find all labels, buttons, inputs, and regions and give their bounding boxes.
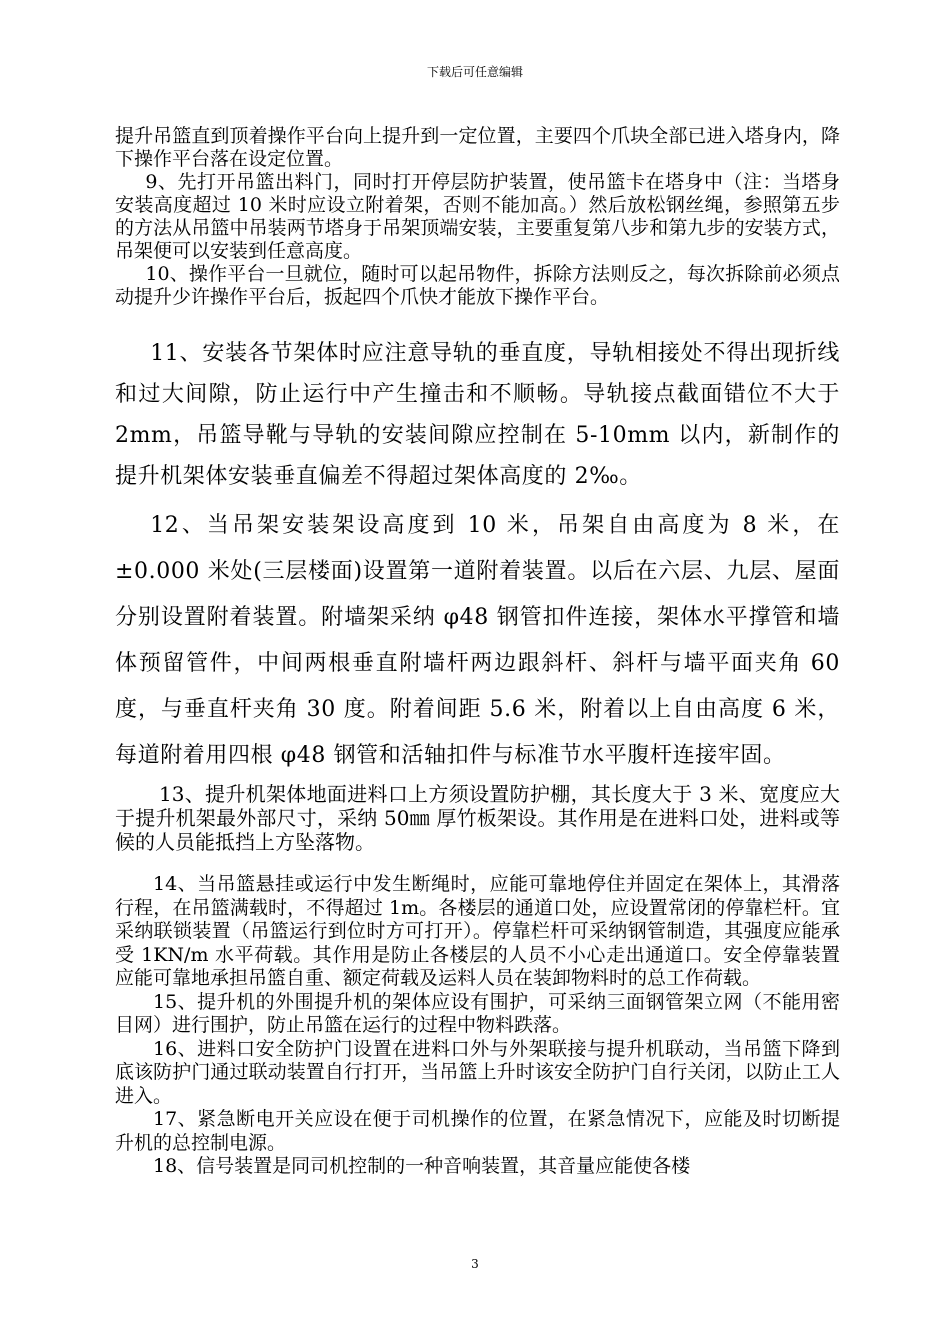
paragraph-step-8-continued: 提升吊篮直到顶着操作平台向上提升到一定位置，主要四个爪块全部已进入塔身内，降下操作平台落在设定位置。 — [115, 125, 840, 170]
paragraph-step-18: 18、信号装置是同司机控制的一种音响装置，其音量应能使各楼 — [153, 1155, 691, 1177]
paragraph-step-16: 16、进料口安全防护门设置在进料口外与外架联接与提升机联动，当吊篮下降到底该防护门通过联动装置自行打开，当吊篮上升时该安全防护门自行关闭，以防止工人进入。 — [115, 1037, 840, 1107]
section-step-11 — [115, 333, 840, 497]
paragraph-step-10: 10、操作平台一旦就位，随时可以起吊物件，拆除方法则反之，每次拆除前必须点动提升少许操作平台后，扳起四个爪快才能放下操作平台。 — [115, 263, 840, 308]
paragraph-step-11: 11、安装各节架体时应注意导轨的垂直度，导轨相接处不得出现折线和过大间隙，防止运行中产生撞击和不顺畅。导轨接点截面错位不大于 2mm，吊篮导靴与导轨的安装间隙应控制在 5-10mm 以内，新制作的提升机架体安装垂直偏差不得超过架体高度的 2‰。 — [115, 341, 840, 489]
paragraph-step-14: 14、当吊篮悬挂或运行中发生断绳时，应能可靠地停住并固定在架体上，其滑落行程，在吊篮满载时，不得超过 1m。各楼层的通道口处，应设置常闭的停靠栏杆。宜采纳联锁装置（吊篮运行到位时方可打开）。停靠栏杆可采纳钢管制造，其强度应能承受 1KN/m 水平荷载。其作用是防止各楼层的人员不小心走出通道口。安全停靠装置应能可靠地承担吊篮自重、额定荷载及运料人员在装卸物料时的总工作荷载。 — [115, 873, 840, 989]
section-steps-14-18 — [115, 873, 840, 1179]
section-step-12 — [115, 503, 840, 779]
paragraph-step-12: 12、当吊架安装架设高度到 10 米，吊架自由高度为 8 米，在±0.000 米处(三层楼面)设置第一道附着装置。以后在六层、九层、屋面分别设置附着装置。附墙架采纳 φ48 钢管扣件连接，架体水平撑管和墙体预留管件，中间两根垂直附墙杆两边跟斜杆、斜杆与墙平面夹角 60 度，与垂直杆夹角 30 度。附着间距 5.6 米，附着以上自由高度 6 米，每道附着用四根 φ48 钢管和活轴扣件与标准节水平腹杆连接牢固。 — [115, 513, 840, 768]
paragraph-step-9: 9、先打开吊篮出料门，同时打开停层防护装置，使吊篮卡在塔身中（注：当塔身安装高度超过 10 米时应设立附着架，否则不能加高。）然后放松钢丝绳，参照第五步的方法从吊篮中吊装两节塔身于吊架顶端安装，主要重复第八步和第九步的安装方式，吊架便可以安装到任意高度。 — [115, 171, 840, 262]
paragraph-step-17: 17、紧急断电开关应设在便于司机操作的位置，在紧急情况下，应能及时切断提升机的总控制电源。 — [115, 1108, 840, 1154]
page-header: 下载后可任意编辑 — [426, 65, 523, 79]
section-steps-8-10 — [115, 125, 840, 309]
page-number: 3 — [471, 1257, 479, 1271]
section-step-13 — [115, 782, 840, 854]
paragraph-step-15: 15、提升机的外围提升机的架体应设有围护，可采纳三面钢管架立网（不能用密目网）进行围护，防止吊篮在运行的过程中物料跌落。 — [115, 990, 840, 1036]
paragraph-step-13: 13、提升机架体地面进料口上方须设置防护棚，其长度大于 3 米、宽度应大于提升机架最外部尺寸，采纳 50㎜ 厚竹板架设。其作用是在进料口处，进料或等候的人员能抵挡上方坠落物。 — [115, 782, 840, 854]
